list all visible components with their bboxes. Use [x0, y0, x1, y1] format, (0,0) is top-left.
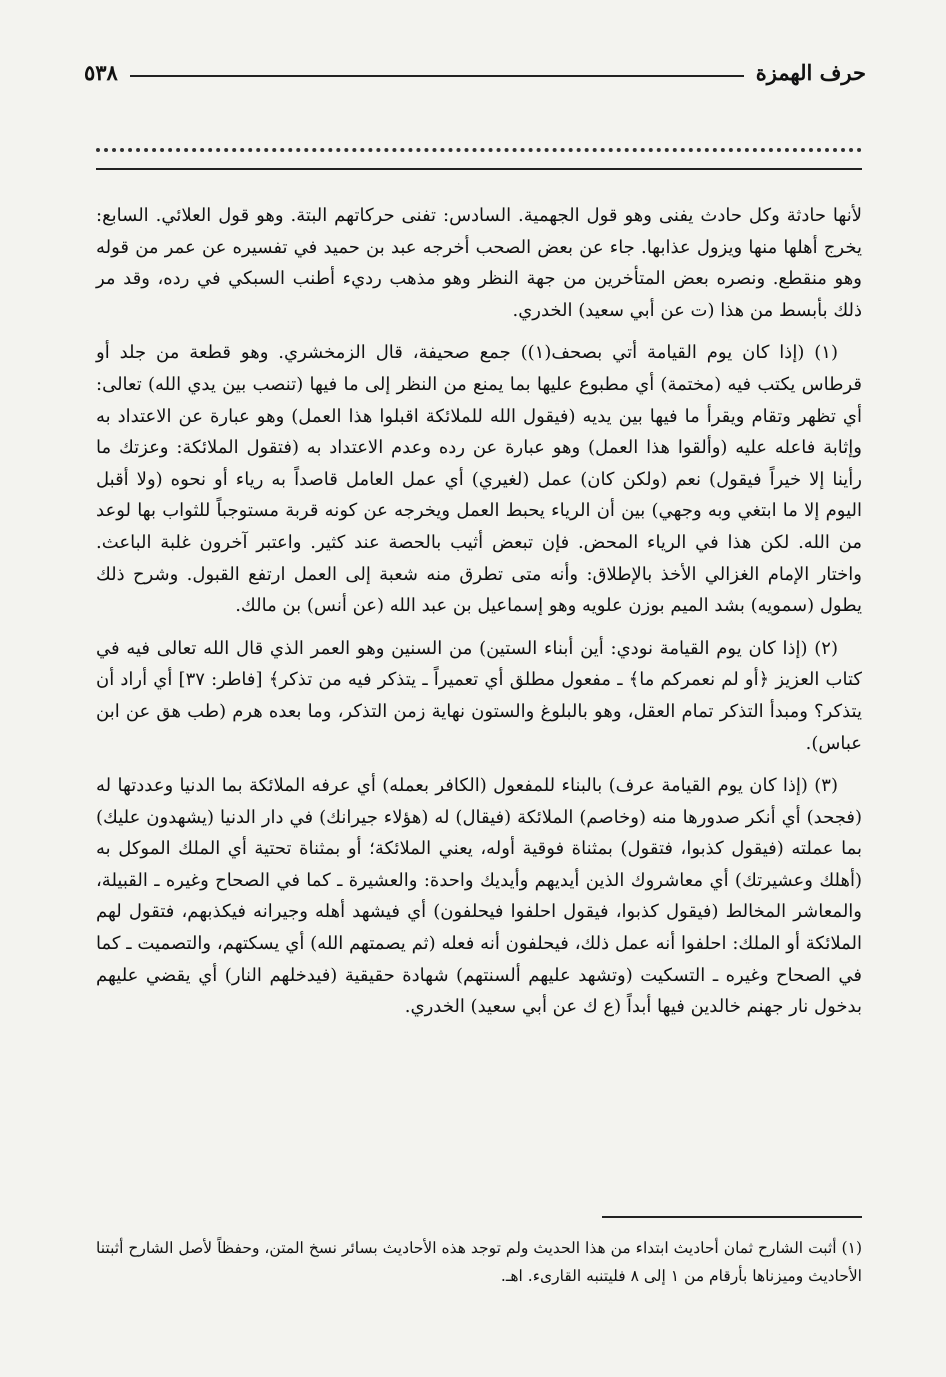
paragraph-hadith-2: (٢) (إذا كان يوم القيامة نودي: أين أبناء الستين) من السنين وهو العمر الذي قال الله تعالى فيه في كتاب العزيز ﴿أو لم نعمركم ما﴾ ـ مفعول مطلق أي تعميراً ـ يتذكر فيه من تذكر﴾ [فاطر: ٣٧] أي أراد أن يتذكر؟ ومبدأ التذكر تمام العقل، وهو بالبلوغ والستون نهاية زمن التذكر، وما بعده هرم (طب هق عن ابن عباس).	[96, 637, 862, 754]
paragraph-continuation: لأنها حادثة وكل حادث يفنى وهو قول الجهمية. السادس: تفنى حركاتهم البتة. وهو قول العلائي. السابع: يخرج أهلها منها ويزول عذابها. جاء عن بعض الصحب أخرجه عبد بن حميد في تفسيره عن عمر من قوله وهو منقطع. ونصره بعض المتأخرين من جهة النظر وهو مذهب رديء أطنب السبكي في رده، وقد مر ذلك بأبسط من هذا (ت عن أبي سعيد) الخدري.	[96, 205, 862, 321]
paragraph-hadith-1: (١) (إذا كان يوم القيامة أتي بصحف(١)) جمع صحيفة، قال الزمخشري. وهو قطعة من جلد أو قرطاس يكتب فيه (مختمة) أي مطبوع عليها بما يمنع من النظر إلى ما فيها (تنصب بين يدي الله) تعالى: أي تظهر وتقام ويقرأ ما فيها بين يديه (فيقول الله للملائكة اقبلوا هذا العمل) وهو عبارة عن الاعتداد به وإثابة فاعله عليه (وألقوا هذا العمل) وهو عبارة عن رده وعدم الاعتداد به (فتقول الملائكة: وعزتك ما رأينا إلا خيراً فيقول) نعم (ولكن كان) عمل (لغيري) أي عمل العامل قاصداً به رياء أو نحوه (ولا أقبل اليوم إلا ما ابتغي وبه وجهي) بين أن الرياء يحبط العمل ويخرجه عن كونه قربة مستوجباً للثواب بها لوعد من الله. لكن هذا في الرياء المحض. فإن تبعض أثيب بالحصة عند كثير. واعتبر آخرون غلبة الباعث. واختار الإمام الغزالي الأخذ بالإطلاق: وأنه متى تطرق منه شعبة إلى العمل ارتفع القبول. وشرح ذلك يطول (سمويه) بشد الميم بوزن علويه وهو إسماعيل بن عبد الله (عن أنس) بن مالك.	[96, 342, 862, 617]
footnote-rule	[602, 1216, 862, 1218]
footnote	[96, 1234, 862, 1290]
header-rule	[130, 75, 744, 77]
footnote-text: (١) أثبت الشارح ثمان أحاديث ابتداء من هذا الحديث ولم توجد هذه الأحاديث بسائر نسخ المتن، وحفظاً لأصل الشارح أثبتنا الأحاديث وميزناها بأرقام من ١ إلى ٨ فليتنبه القارىء. اهـ.	[96, 1239, 862, 1285]
page-header	[84, 52, 866, 92]
page-number: ٥٣٨	[84, 59, 118, 85]
chapter-title: حرف الهمزة	[755, 59, 866, 85]
paragraph-hadith-3: (٣) (إذا كان يوم القيامة عرف) بالبناء للمفعول (الكافر بعمله) أي عرفه الملائكة بما الدنيا وعددتها له (فجحد) أي أنكر صدورها منه (وخاصم) الملائكة (فيقال) له (هؤلاء جيرانك) في دار الدنيا (يشهدون عليك) بما عملته (فيقول كذبوا، فتقول) بمثناة فوقية أوله، يعني الملائكة؛ أو بمثناة تحتية أي الملك الموكل به (أهلك وعشيرتك) أي معاشروك الذين أيديهم وأيديك واحدة: والعشيرة ـ كما في الصحاح وغيره ـ القبيلة، والمعاشر المخالط (فيقول كذبوا، فيقول احلفوا فيحلفون) أي فيشهد أهله وجيرانه فيكذبهم، فتقول لهم الملائكة أو الملك: احلفوا أنه عمل ذلك، فيحلفون أنه فعله (ثم يصمتهم الله) أي يسكتهم، والتصميت ـ كما في الصحاح وغيره ـ التسكيت (وتشهد عليهم ألسنتهم) شهادة حقيقية (فيدخلهم النار) أي يقضي عليهم بدخول نار جهنم خالدين فيها أبداً (ع ك عن أبي سعيد) الخدري.	[96, 775, 862, 1018]
main-text	[96, 200, 862, 1034]
dotted-separator	[96, 148, 862, 162]
top-rule	[96, 168, 862, 170]
